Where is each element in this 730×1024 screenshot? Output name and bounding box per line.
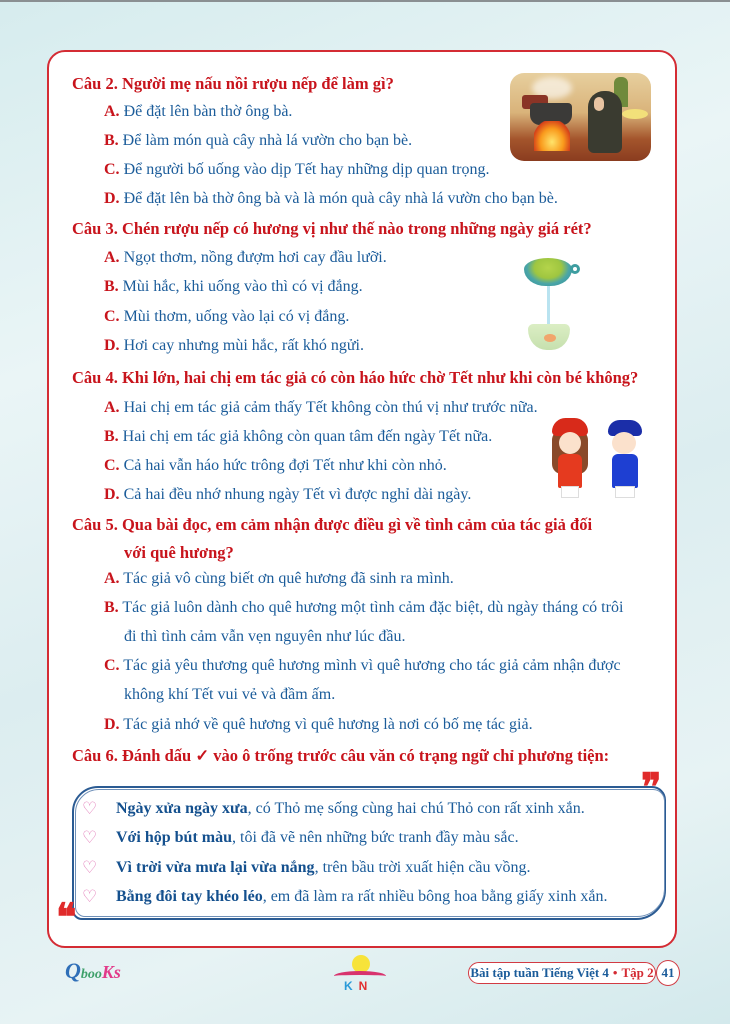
option-letter: D. — [104, 486, 120, 503]
option-text: Cả hai vẫn háo hức trông đợi Tết như khi còn nhỏ. — [123, 457, 447, 474]
question-4-option-c[interactable] — [104, 457, 447, 475]
option-letter: D. — [104, 190, 120, 207]
separator-dot: • — [612, 965, 618, 980]
option-letter: C. — [104, 308, 120, 325]
option-text: Ngọt thơm, nồng đượm hơi cay đầu lưỡi. — [123, 249, 387, 266]
sentence-item — [82, 858, 531, 878]
question-3-heading — [72, 219, 592, 239]
option-text: Để làm món quà cây nhà lá vườn cho bạn bè. — [122, 132, 413, 149]
qbooks-logo — [65, 958, 121, 984]
question-4-option-a[interactable] — [104, 399, 538, 417]
question-6-heading — [72, 746, 609, 766]
sentence-rest: , trên bầu trời xuất hiện cầu vồng. — [314, 859, 531, 876]
question-label: Câu 3. — [72, 219, 118, 238]
heart-checkbox-icon[interactable]: ♡ — [82, 828, 98, 848]
question-text: Qua bài đọc, em cảm nhận được điều gì về tình cảm của tác giả đối — [121, 515, 593, 534]
question-label: Câu 4. — [72, 368, 118, 387]
option-letter: D. — [104, 337, 120, 354]
question-4-option-b[interactable] — [104, 428, 492, 446]
logo-text-k: Ks — [101, 962, 121, 982]
logo-n: N — [358, 979, 374, 993]
option-letter: A. — [104, 399, 120, 416]
option-text: không khí Tết vui vẻ và đầm ấm. — [124, 686, 336, 703]
question-3-option-b[interactable] — [104, 278, 363, 296]
question-text: Đánh dấu — [121, 746, 192, 765]
option-text: Để người bố uống vào dịp Tết hay những dịp quan trọng. — [123, 161, 490, 178]
option-text: Hai chị em tác giả không còn quan tâm đến ngày Tết nữa. — [122, 428, 493, 445]
option-text: Để đặt lên bàn thờ ông bà. — [123, 103, 293, 120]
question-2-option-b[interactable] — [104, 132, 412, 150]
option-text: Để đặt lên bà thờ ông bà và là món quà cây nhà lá vườn cho bạn bè. — [123, 190, 558, 207]
question-5-heading-line2 — [124, 543, 234, 563]
sentence-rest: , em đã làm ra rất nhiều bông hoa bằng giấy xinh xắn. — [262, 888, 608, 905]
option-text: Mùi hắc, khi uống vào thì có vị đắng. — [122, 278, 363, 295]
question-label: Câu 5. — [72, 515, 118, 534]
question-text: Người mẹ nấu nồi rượu nếp để làm gì? — [121, 74, 394, 93]
option-text: Hơi cay nhưng mùi hắc, rất khó ngửi. — [123, 337, 364, 354]
heart-checkbox-icon[interactable]: ♡ — [82, 887, 98, 907]
question-3-option-d[interactable] — [104, 337, 364, 355]
question-2-option-a[interactable] — [104, 103, 292, 121]
sentence-item — [82, 799, 585, 819]
question-4-heading — [72, 368, 638, 388]
option-text: Tác giả nhớ về quê hương vì quê hương là nơi có bố mẹ tác giả. — [123, 716, 533, 733]
question-2-option-d[interactable] — [104, 190, 558, 208]
option-text: đi thì tình cảm vẫn vẹn nguyên như lúc đầu. — [124, 628, 406, 645]
sentence-rest: , có Thỏ mẹ sống cùng hai chú Thỏ con rất xinh xắn. — [247, 800, 585, 817]
pouring-cup-illustration — [516, 252, 586, 357]
top-edge-line — [0, 0, 730, 2]
children-ao-dai-illustration — [548, 418, 668, 508]
question-2-option-c[interactable] — [104, 161, 489, 179]
kn-book-logo — [330, 955, 390, 997]
option-text: Hai chị em tác giả cảm thấy Tết không còn thú vị như trước nữa. — [123, 399, 538, 416]
option-letter: B. — [104, 599, 119, 616]
option-letter: A. — [104, 103, 120, 120]
question-4-option-d[interactable] — [104, 486, 471, 504]
question-text: Chén rượu nếp có hương vị như thế nào trong những ngày giá rét? — [121, 219, 592, 238]
question-5-option-c[interactable] — [104, 657, 621, 675]
heart-checkbox-icon[interactable]: ♡ — [82, 858, 98, 878]
sentence-adverbial: Với hộp bút màu — [116, 829, 233, 846]
heart-checkbox-icon[interactable]: ♡ — [82, 799, 98, 819]
sentence-rest: , tôi đã vẽ nên những bức tranh đầy màu sắc. — [232, 829, 519, 846]
question-5-option-d[interactable] — [104, 716, 533, 734]
option-text: Cả hai đều nhớ nhung ngày Tết vì được nghỉ dài ngày. — [123, 486, 472, 503]
question-5-option-b[interactable] — [104, 599, 623, 617]
option-letter: C. — [104, 161, 120, 178]
volume-label: Tập 2 — [621, 965, 654, 980]
option-letter: A. — [104, 570, 120, 587]
option-letter: B. — [104, 278, 119, 295]
option-letter: B. — [104, 132, 119, 149]
question-label: Câu 2. — [72, 74, 118, 93]
book-title: Bài tập tuần Tiếng Việt 4 — [470, 965, 609, 980]
open-quote-icon: ❝ — [56, 894, 77, 939]
option-text: Mùi thơm, uống vào lại có vị đắng. — [123, 308, 350, 325]
sentence-item — [82, 828, 519, 848]
option-text: Tác giả vô cùng biết ơn quê hương đã sinh ra mình. — [123, 570, 454, 587]
question-label: Câu 6. — [72, 746, 118, 765]
option-letter: C. — [104, 657, 120, 674]
question-5-option-c-line2 — [124, 686, 335, 704]
question-3-option-c[interactable] — [104, 308, 349, 326]
question-5-option-a[interactable] — [104, 570, 454, 588]
option-letter: C. — [104, 457, 120, 474]
logo-k: K — [344, 979, 359, 993]
question-5-heading — [72, 515, 592, 535]
question-text: Khi lớn, hai chị em tác giả có còn háo hức chờ Tết như khi còn bé không? — [121, 368, 639, 387]
logo-text: boo — [80, 967, 102, 982]
option-text: Tác giả luôn dành cho quê hương một tình cảm đặc biệt, dù ngày tháng có trôi — [122, 599, 624, 616]
question-text: vào ô trống trước câu văn có trạng ngữ chỉ phương tiện: — [213, 746, 610, 765]
question-5-option-b-line2 — [124, 628, 406, 646]
sentence-adverbial: Vì trời vừa mưa lại vừa nắng — [116, 859, 315, 876]
logo-letter-q: Q — [65, 958, 81, 983]
option-letter: B. — [104, 428, 119, 445]
close-quote-icon: ❞ — [641, 764, 662, 809]
option-text: Tác giả yêu thương quê hương mình vì quê hương cho tác giả cảm nhận được — [123, 657, 621, 674]
question-2-heading — [72, 74, 394, 94]
sentence-adverbial: Bằng đôi tay khéo léo — [116, 888, 263, 905]
option-letter: A. — [104, 249, 120, 266]
option-letter: D. — [104, 716, 120, 733]
page-number: 41 — [656, 960, 680, 986]
book-title-badge — [468, 962, 656, 984]
sentence-adverbial: Ngày xửa ngày xưa — [116, 800, 248, 817]
question-text: với quê hương? — [124, 543, 234, 562]
question-3-option-a[interactable] — [104, 249, 387, 267]
mother-cooking-fire-illustration — [510, 73, 651, 161]
checkmark-icon: ✓ — [195, 746, 210, 765]
sentence-item — [82, 887, 607, 907]
